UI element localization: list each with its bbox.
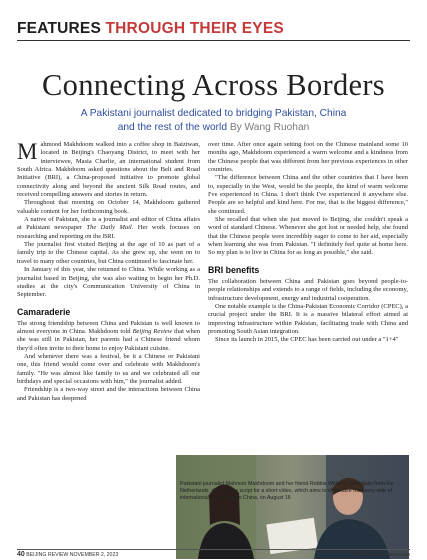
paragraph: Throughout that morning on October 14, Makhdoom gathered valuable content for her forthcoming book. [17, 199, 200, 215]
deck-line-1: A Pakistani journalist dedicated to bridging Pakistan, China [80, 108, 347, 119]
page-footer [17, 549, 410, 560]
paragraph: She recalled that when she just moved to Beijing, she couldn't speak a word of standard Chinese. Whenever she got lost or needed help, she found that the Chinese people were incredibly eager to come to her aid, especially when learning she was from Pakistan. "I definitely feel quite at home here. So my plan is to live in China for as long as possible," she said. [208, 216, 408, 257]
drop-cap: M [17, 139, 38, 164]
subheading-camaraderie: Camaraderie [17, 306, 71, 317]
paragraph: One notable example is the China-Pakistan Economic Corridor (CPEC), a crucial project under the BRI. It is a massive bilateral effort aimed at improving infrastructure within Pakistan, facilitating trade with China and promoting South Asian integration. [208, 302, 408, 335]
subheading-bri-benefits: BRI benefits [208, 264, 260, 275]
publication-name: BEIJING REVIEW NOVEMBER 2, 2023 [26, 552, 119, 558]
deck-line-2: and the rest of the world [117, 122, 227, 133]
article-deck [40, 107, 387, 135]
paragraph: In January of this year, she returned to China. While working as a journalist based in Beijing, she was also waiting to begin her Ph.D. studies at the city's Communication University of China in September. [17, 266, 200, 299]
paragraph: And whenever there was a festival, be it a Chinese or Pakistani one, this friend would come over and celebrate with Makhdoom's family. "He was almost like family to us and we celebrated all our birthdays and special occasions with him," the journalist added. [17, 352, 200, 385]
page-number: 40 [17, 551, 25, 558]
section-label-features: FEATURES [17, 20, 101, 37]
section-label [17, 20, 284, 38]
article-title: Connecting Across Borders [42, 68, 385, 102]
footer-left [17, 550, 118, 560]
paragraph: over time. After once again setting foot on the Chinese mainland some 10 months ago, Makhdoom experienced a warm welcome and a kindness from the Chinese people that was different from her previous experiences in other countries. [208, 141, 408, 174]
paragraph: Since its launch in 2015, the CPEC has been carried out under a "1+4" [215, 336, 399, 344]
paragraph: Mahmood Makhdoom walked into a coffee shop in Baiziwan, located in Beijing's Chaoyang District, to meet with her interviewee, Masia Charlie, an international student from South Africa. Makhdoom asked questions about the Belt and Road Initiative (BRI), a China-proposed initiative to promote global connectivity along and beyond the ancient Silk Road routes, and received compelling answers and stories in return. [17, 139, 200, 199]
photo-illustration [176, 455, 409, 559]
paragraph: The journalist first visited Beijing at the age of 10 as part of a family trip to the Chinese capital. As she grew up, she went on to travel to many other countries, but China continued to fascinate her. [17, 241, 200, 265]
text-column-2 [208, 141, 408, 345]
paragraph: A native of Pakistan, she is a journalist and editor of China affairs at Pakistani newspaper The Daily Mail. Her work focuses on researching and reporting on the BRI. [17, 216, 200, 240]
text-column-1 [17, 141, 200, 403]
byline: By Wang Ruohan [229, 122, 310, 133]
paragraph: The collaboration between China and Pakistan goes beyond people-to-people relationships and extends to a range of fields, including the economy, infrastructure development, energy and industrial cooperation. [208, 277, 408, 302]
paragraph: The strong friendship between China and Pakistan is well known to almost everyone in China. Makhdoom told Beijing Review that when she was still in Pakistan, her parents had a Chinese friend whom they'd often invite to their home to enjoy Pakistani cuisine. [17, 319, 200, 352]
article-photo [176, 455, 409, 559]
paragraph: Friendship is a two-way street and the interactions between China and Pakistan has deepened [17, 386, 200, 402]
website-link[interactable]: http://www.bjreview.com [354, 552, 410, 558]
section-label-column: THROUGH THEIR EYES [105, 20, 284, 37]
photo-caption: Pakistani journalist Mahnoor Makhdoom and her friend Robbie Williams, who hails from the Netherlands, discuss the script for a short video, which aims to showcase the funny side of international student life in China, on August 16 [180, 481, 394, 501]
paragraph: "The difference between China and the other countries that I have been to, especially in the West, would be the people, the kind of warm welcome I've experienced in China. I don't think I've experienced it anywhere else. People are so helpful and kind here. For me, that is the biggest difference," she continued. [208, 174, 408, 215]
section-header [17, 6, 410, 41]
